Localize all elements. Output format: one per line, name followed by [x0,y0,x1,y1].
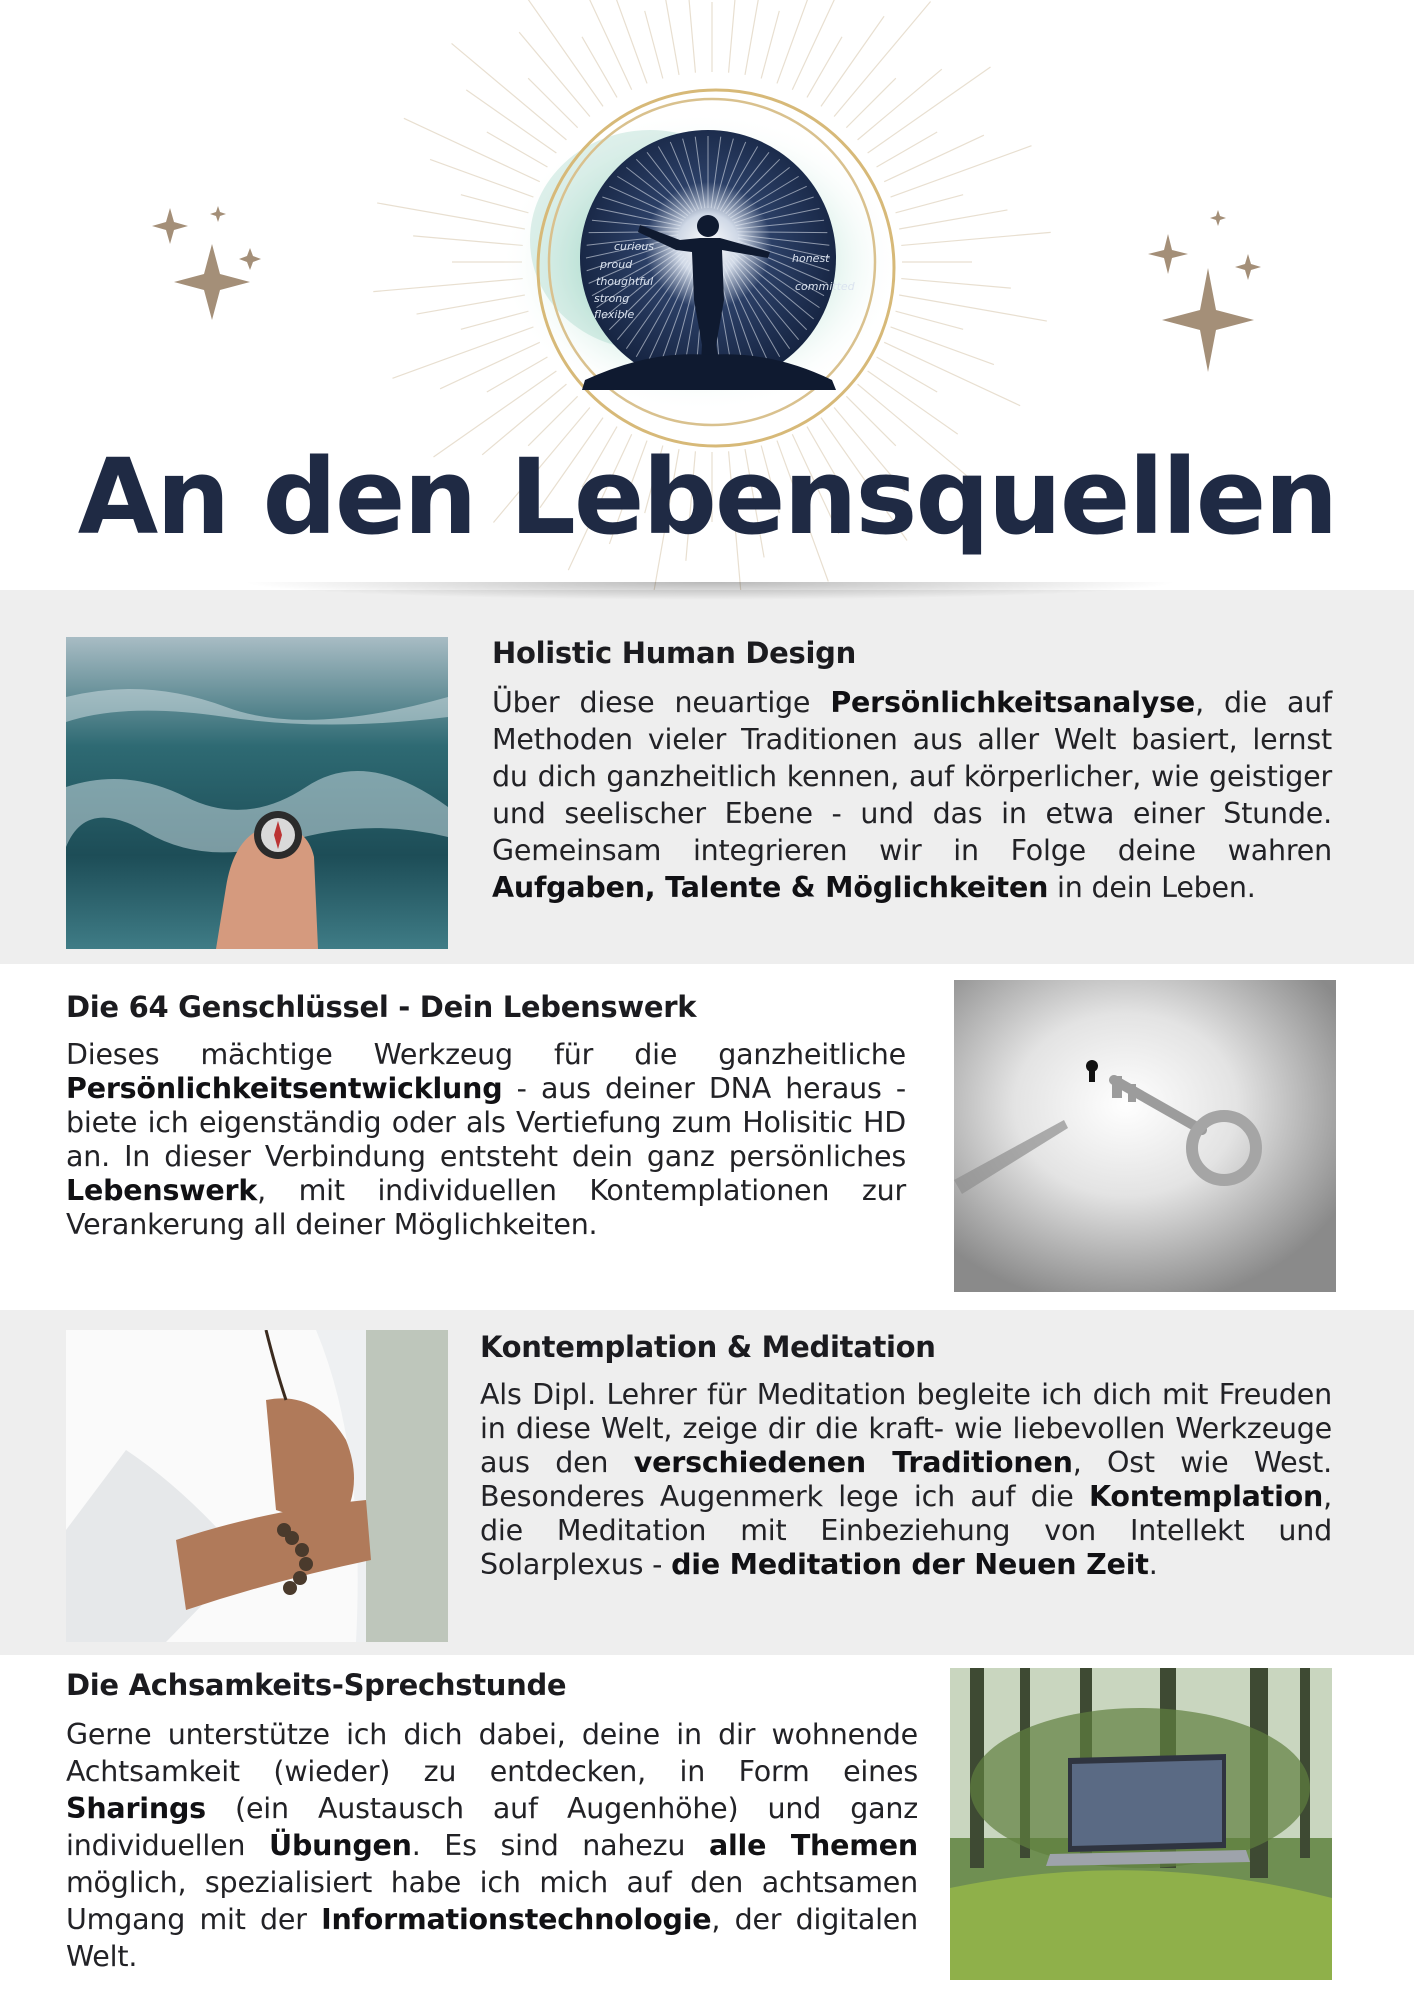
body-text-segment: in dein Leben. [1048,871,1256,904]
emphasis-text: alle Themen [708,1829,918,1862]
body-text-segment: Über diese neuartige [492,686,831,719]
emphasis-text: Übungen [269,1829,412,1862]
section-2-heading: Die 64 Genschlüssel - Dein Lebenswerk [66,990,697,1024]
emphasis-text: die Meditation der Neuen Zeit [671,1548,1149,1581]
section-4-heading: Die Achsamkeits-Sprechstunde [66,1668,567,1702]
emblem-word: honest [792,252,830,265]
body-text-segment: - aus deiner DNA heraus - biete ich eigenständig oder als Vertiefung zum Holisitic HD an. In dieser Verbindung entsteht dein ganz persönliches [66,1072,906,1173]
section-1-image [66,637,448,949]
section-4 [66,1668,918,1975]
emphasis-text: Kontemplation [1088,1480,1324,1513]
emblem-word: curious [614,240,655,253]
emphasis-text: Aufgaben, Talente & Möglichkeiten [492,871,1049,904]
header-hero [0,0,1414,590]
emblem-word: strong [594,292,630,305]
body-text-segment: . Es sind nahezu [411,1829,709,1862]
body-text-segment: Als Dipl. Lehrer für Meditation begleite ich dich mit Freuden in diese Welt, zeige dir die kraft- wie liebevollen Werkzeuge aus den [480,1378,1332,1479]
compass-photo [66,637,448,949]
body-text-segment: (ein Austausch auf Augenhöhe) und ganz individuellen [66,1792,918,1862]
body-text-segment: , die auf Methoden vieler Traditionen aus aller Welt basiert, lernst du dich ganzheitlich kennen, auf körperlicher, wie geistiger und seelischer Ebene - und das in etwa einer Stunde. Gemeinsam integrieren wir in Folge deine wahren [492,686,1333,867]
body-text-segment: , die Meditation mit Einbeziehung von Intellekt und Solarplexus - [480,1480,1332,1581]
body-text-segment: . [1148,1548,1158,1581]
emphasis-text: Lebenswerk [66,1174,258,1207]
meditation-photo [66,1330,448,1642]
emphasis-text: Sharings [66,1792,206,1825]
section-3-body [480,1378,1332,1582]
section-4-image [950,1668,1332,1980]
page-title: An den Lebensquellen [77,436,1337,558]
section-3-heading: Kontemplation & Meditation [480,1330,936,1364]
emphasis-text: Persönlichkeitsentwicklung [66,1072,503,1105]
emphasis-text: verschiedenen Traditionen [633,1446,1073,1479]
emblem-word: committed [795,280,855,293]
emblem-word: flexible [594,308,635,321]
section-3 [480,1330,1332,1582]
section-2 [66,990,906,1242]
body-text-segment: Gerne unterstütze ich dich dabei, deine in dir wohnende Achtsamkeit (wieder) zu entdecken, in Form eines [66,1718,918,1788]
emblem-word: proud [600,258,633,271]
body-text-segment: , Ost wie West. Besonderes Augenmerk lege ich auf die [480,1446,1332,1513]
sparkle-icon-left [152,206,261,320]
emblem-word: thoughtful [596,275,654,288]
section-2-body [66,1038,906,1242]
title-shadow [240,582,1180,600]
section-1-body [492,684,1332,906]
emphasis-text: Persönlichkeitsanalyse [830,686,1196,719]
section-3-image [66,1330,448,1642]
key-photo [954,980,1336,1292]
body-text-segment: , mit individuellen Kontemplationen zur Verankerung all deiner Möglichkeiten. [66,1174,906,1241]
sparkle-icon-right [1148,210,1261,372]
section-4-body [66,1716,918,1975]
emphasis-text: Informationstechnologie [321,1903,712,1936]
body-text-segment: möglich, spezialisiert habe ich mich auf den achtsamen Umgang mit der [66,1866,918,1936]
section-1-heading: Holistic Human Design [492,636,856,670]
forest-laptop-photo [950,1668,1332,1980]
section-1 [492,636,1332,906]
body-text-segment: , der digitalen Welt. [66,1903,918,1973]
body-text-segment: Dieses mächtige Werkzeug für die ganzheitliche [66,1038,906,1071]
section-2-image [954,980,1336,1292]
